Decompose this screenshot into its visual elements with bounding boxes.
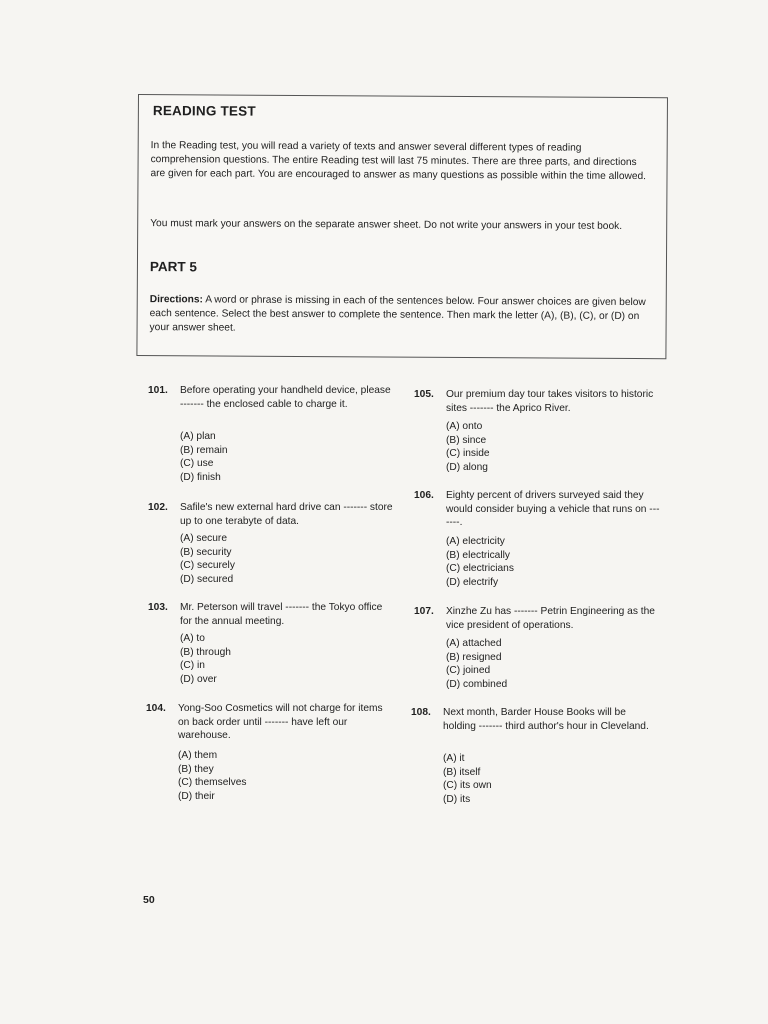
part-5-directions [150, 293, 655, 338]
question-stem: Mr. Peterson will travel ------- the Tokyo office for the annual meeting. [180, 602, 383, 627]
option-a: (A) plan [180, 431, 216, 442]
question-number: 108. [411, 707, 431, 718]
question-stem: Xinzhe Zu has ------- Petrin Engineering as the vice president of operations. [446, 606, 655, 631]
question-stem: Before operating your handheld device, please ------- the enclosed cable to charge it. [180, 385, 391, 410]
question-stem: Next month, Barder House Books will be holding ------- third author's hour in Cleveland. [443, 707, 649, 732]
question-number: 106. [414, 490, 434, 501]
answer-options [180, 430, 228, 484]
option-a: (A) attached [446, 638, 502, 649]
question-104 [146, 702, 408, 812]
option-d: (D) along [446, 461, 488, 473]
option-b: (B) remain [180, 444, 228, 456]
option-b: (B) through [180, 646, 231, 658]
reading-test-heading: READING TEST [152, 103, 256, 119]
option-c: (C) joined [446, 665, 491, 676]
option-b: (B) security [180, 546, 232, 558]
option-d: (D) over [180, 673, 217, 685]
option-c: (C) electricians [446, 563, 514, 574]
option-d: (D) electrify [446, 576, 499, 588]
option-a: (A) electricity [446, 536, 505, 547]
question-102 [148, 501, 408, 591]
option-d: (D) combined [446, 678, 508, 690]
option-d: (D) finish [180, 471, 221, 483]
option-c: (C) use [180, 458, 214, 469]
answer-options [180, 532, 235, 586]
question-stem: Eighty percent of drivers surveyed said they would consider buying a vehicle that runs on -------. [446, 490, 660, 528]
directions-label: Directions: [149, 294, 203, 306]
reading-test-intro: In the Reading test, you will read a variety of texts and answer several different types of reading comprehension questions. The entire Reading test will last 75 minutes. There are three parts, and directions are given for each part. You are encouraged to answer as many questions as possible within the time allowed. [150, 140, 647, 183]
option-a: (A) secure [180, 533, 227, 544]
option-b: (B) resigned [446, 651, 502, 663]
question-number: 102. [148, 502, 168, 513]
answer-sheet-instruction: You must mark your answers on the separate answer sheet. Do not write your answers in your test book. [150, 218, 623, 232]
question-stem: Safile's new external hard drive can ------- store up to one terabyte of data. [180, 502, 393, 527]
option-a: (A) them [178, 750, 218, 761]
option-b: (B) itself [443, 766, 481, 778]
part-5-heading: PART 5 [149, 259, 198, 275]
option-d: (D) its [443, 793, 471, 805]
question-number: 107. [414, 606, 434, 617]
option-c: (C) themselves [178, 777, 247, 788]
option-a: (A) it [443, 753, 465, 764]
option-c: (C) securely [180, 560, 235, 571]
directions-text: A word or phrase is missing in each of the sentences below. Four answer choices are given below each sentence. Select the best answer to complete the sentence. Then mark the letter (A), (B), (C), or (D) on your answer sheet. [149, 294, 646, 334]
option-b: (B) they [178, 763, 214, 775]
question-number: 104. [146, 703, 166, 714]
question-105 [414, 388, 674, 478]
answer-options [443, 752, 492, 806]
option-a: (A) to [180, 633, 205, 644]
question-108 [411, 706, 673, 816]
option-d: (D) their [178, 790, 215, 802]
answer-options [446, 535, 514, 589]
question-stem: Our premium day tour takes visitors to historic sites ------- the Aprico River. [446, 389, 654, 414]
question-number: 101. [148, 385, 168, 396]
instructions-box [136, 94, 668, 359]
option-d: (D) secured [180, 573, 234, 585]
answer-options [446, 637, 507, 691]
question-number: 103. [148, 602, 168, 613]
option-c: (C) inside [446, 448, 490, 459]
question-101 [148, 384, 408, 484]
question-106 [414, 489, 674, 594]
question-103 [148, 601, 408, 691]
question-number: 105. [414, 389, 434, 400]
option-c: (C) its own [443, 780, 492, 791]
answer-options [446, 420, 490, 474]
question-stem: Yong-Soo Cosmetics will not charge for items on back order until ------- have left our warehouse. [178, 703, 383, 741]
option-c: (C) in [180, 660, 205, 671]
answer-options [178, 749, 247, 803]
option-b: (B) since [446, 434, 487, 446]
question-107 [414, 605, 674, 695]
answer-options [180, 632, 231, 686]
page-number: 50 [143, 894, 155, 906]
option-a: (A) onto [446, 421, 483, 432]
option-b: (B) electrically [446, 549, 510, 561]
